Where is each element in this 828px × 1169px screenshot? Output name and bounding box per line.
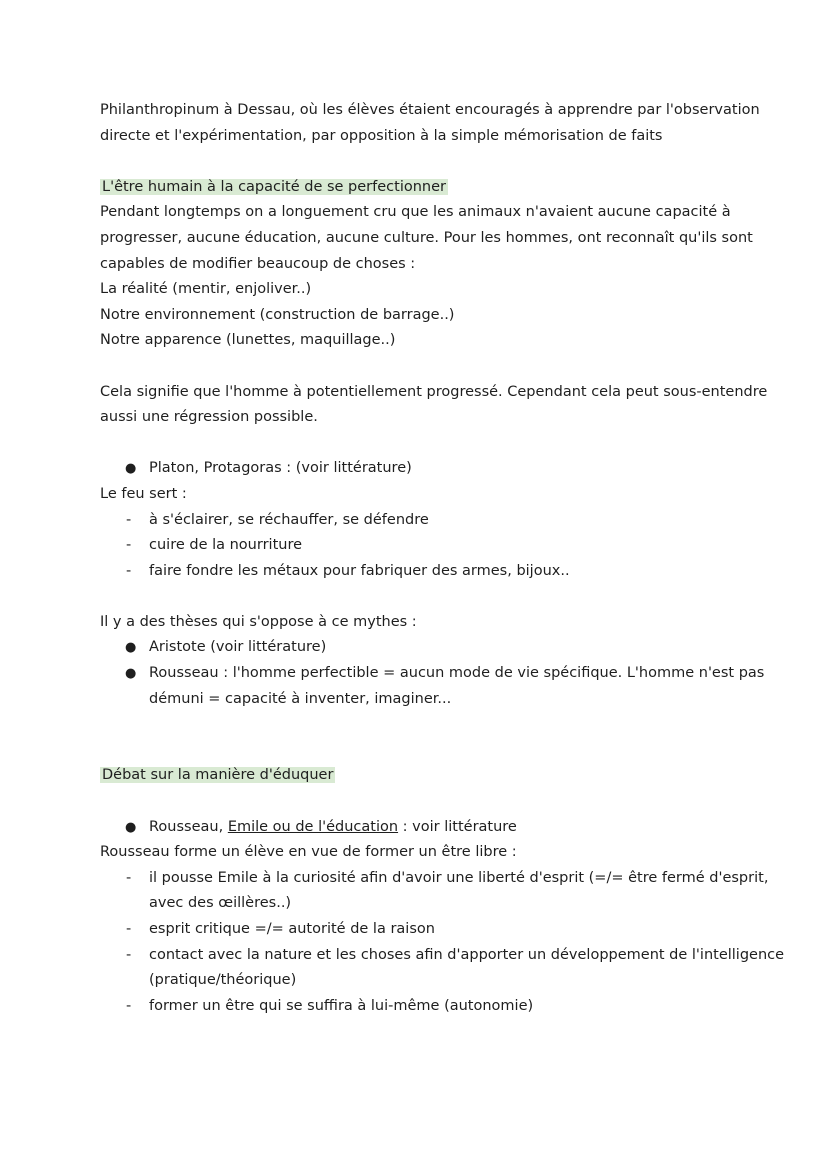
dash-item (100, 994, 740, 1020)
dash-text: à s'éclairer, se réchauffer, se défendre (149, 511, 429, 528)
section-heading-education: Débat sur la manière d'éduquer (102, 767, 334, 784)
dash-icon: - (126, 562, 132, 579)
intro-line-1: Philanthropinum à Dessau, où les élèves étaient encouragés à apprendre par l'observation (100, 102, 760, 118)
paragraph-line: progresser, aucune éducation, aucune culture. Pour les hommes, ont reconnaît qu'ils sont (100, 229, 753, 246)
paragraph-line: aussi une régression possible. (100, 409, 318, 426)
dash-continuation (100, 968, 740, 994)
bullet-prefix: Rousseau, (149, 818, 228, 835)
dash-item (100, 917, 740, 943)
list-item: Notre environnement (construction de barrage..) (100, 306, 455, 323)
dash-item (100, 559, 740, 585)
dash-continuation (100, 891, 740, 917)
dash-text: (pratique/théorique) (149, 972, 297, 989)
bullet-icon: ● (125, 461, 137, 477)
dash-text: esprit critique =/= autorité de la raison (149, 921, 435, 937)
dash-text: avec des œillères..) (149, 895, 292, 912)
bullet-icon: ● (125, 819, 137, 835)
bullet-text: Aristote (voir littérature) (149, 639, 327, 656)
bullet-item (100, 635, 740, 661)
bullet-text: Platon, Protagoras : (voir littérature) (149, 460, 412, 477)
paragraph-line: Pendant longtemps on a longuement cru que les animaux n'avaient aucune capacité à (100, 204, 731, 221)
section-heading-perfection: L'être humain à la capacité de se perfectionner (102, 178, 446, 195)
bullet-text: démuni = capacité à inventer, imaginer... (149, 690, 452, 707)
dash-icon: - (126, 511, 132, 528)
list-item: Notre apparence (lunettes, maquillage..) (100, 332, 396, 349)
dash-item (100, 508, 740, 534)
dash-text: faire fondre les métaux pour fabriquer des armes, bijoux.. (149, 562, 570, 579)
dash-icon: - (126, 869, 132, 886)
document-page (100, 98, 785, 1019)
list-item: La réalité (mentir, enjoliver..) (100, 281, 312, 298)
dash-text: il pousse Emile à la curiosité afin d'avoir une liberté d'esprit (=/= être fermé d'esprit, (149, 869, 769, 886)
dash-icon: - (126, 946, 132, 963)
paragraph-line: Cela signifie que l'homme à potentiellement progressé. Cependant cela peut sous-entendre (100, 383, 768, 400)
dash-text: cuire de la nourriture (149, 537, 303, 554)
dash-icon: - (126, 537, 132, 554)
theses-intro: Il y a des thèses qui s'oppose à ce mythes : (100, 613, 417, 630)
bullet-item (100, 815, 740, 841)
dash-icon: - (126, 997, 132, 1014)
dash-text: contact avec la nature et les choses afin d'apporter un développement de l'intelligence (149, 946, 785, 963)
bullet-icon: ● (125, 640, 137, 656)
intro-line-2: directe et l'expérimentation, par opposition à la simple mémorisation de faits (100, 127, 663, 144)
bullet-icon: ● (125, 666, 137, 682)
paragraph-line: capables de modifier beaucoup de choses : (100, 255, 416, 272)
book-title: Emile ou de l'éducation (227, 818, 399, 835)
dash-item (100, 866, 769, 892)
bullet-suffix: : voir littérature (398, 818, 517, 835)
dash-icon: - (126, 921, 132, 937)
bullet-item (100, 661, 765, 687)
bullet-text: Rousseau : l'homme perfectible = aucun mode de vie spécifique. L'homme n'est pas (149, 665, 765, 682)
dash-item (100, 533, 740, 559)
education-intro: Rousseau forme un élève en vue de former un être libre : (100, 844, 517, 861)
dash-item (100, 943, 785, 969)
bullet-item (100, 456, 740, 482)
fire-intro: Le feu sert : (100, 485, 187, 502)
dash-text: former un être qui se suffira à lui-même (autonomie) (149, 997, 534, 1014)
bullet-continuation (100, 687, 740, 713)
